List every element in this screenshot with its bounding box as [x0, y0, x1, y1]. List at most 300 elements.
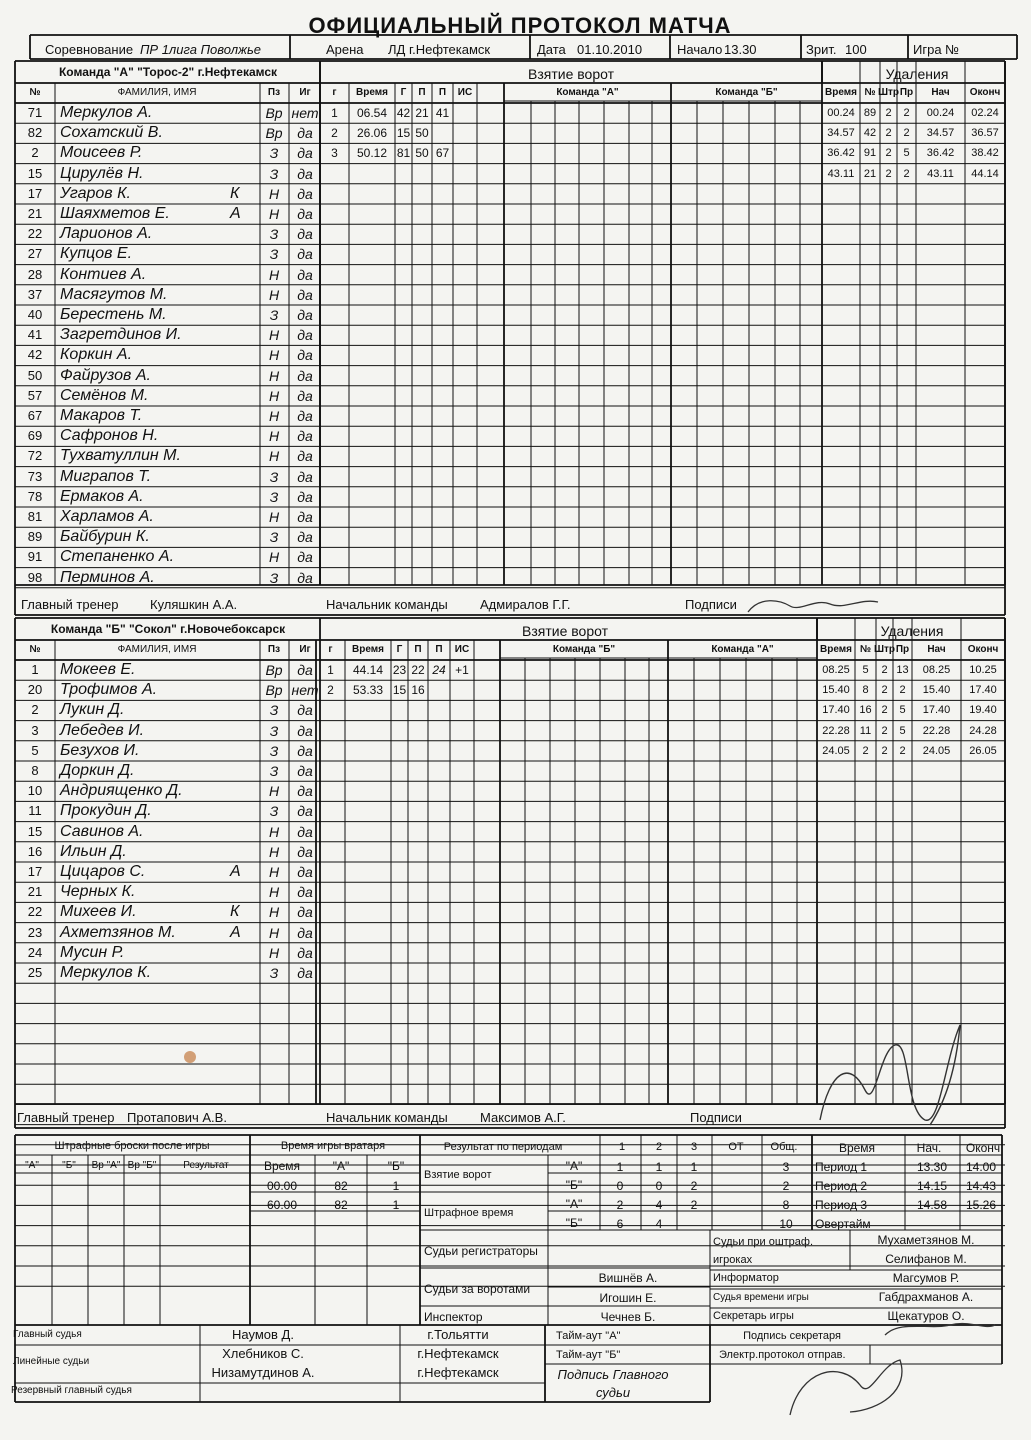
team-a-player-position: З — [269, 145, 279, 162]
team-a-player-position: Н — [268, 286, 280, 303]
team-b-col-name: ФАМИЛИЯ, ИМЯ — [117, 644, 197, 655]
team-a-player-name: Семёнов М. — [60, 386, 149, 404]
team-b-player-position: З — [269, 803, 279, 820]
gk-row-2-a: 82 — [334, 1198, 348, 1212]
team-b-penalty-cell: 2 — [881, 704, 888, 717]
secretary: Щекатуров О. — [887, 1309, 965, 1323]
gk-row-2-time: 60.00 — [266, 1198, 298, 1212]
team-a-player-number: 91 — [27, 549, 43, 565]
team-b-penalty-cell: 10.25 — [969, 664, 997, 676]
team-a-player-number: 41 — [27, 327, 43, 343]
team-a-pen-header: № — [864, 87, 876, 98]
team-a-player-name: Сохатский В. — [60, 124, 163, 142]
period-result-cell: 2 — [782, 1179, 790, 1193]
team-a-goal-cell: 81 — [396, 146, 411, 161]
timekeeper: Габдрахманов А. — [878, 1290, 974, 1304]
team-b-player-name: Андриященко Д. — [60, 782, 183, 800]
team-b-player-position: Н — [268, 823, 280, 840]
team-a-player-number: 78 — [27, 488, 43, 504]
team-b-player-name: Прокудин Д. — [60, 802, 152, 820]
team-a-penalty-cell: 2 — [885, 127, 892, 140]
arena-value: ЛД г.Нефтекамск — [388, 42, 491, 57]
team-b-penalty-cell: 2 — [899, 684, 906, 697]
team-a-player-position: З — [269, 165, 279, 182]
team-a-penalty-cell: 43.11 — [927, 167, 954, 180]
team-b-player-position: З — [269, 702, 279, 719]
team-a-col-num: № — [29, 87, 41, 98]
team-b-player-role: А — [230, 863, 241, 880]
team-b-player-plays: да — [297, 965, 313, 981]
goals-a-label: "А" — [565, 1159, 583, 1173]
period-result-cell: 2 — [690, 1198, 698, 1212]
team-b-goal-cell: 53.33 — [352, 683, 384, 698]
period-start-time: 14.58 — [916, 1198, 948, 1212]
shootout-a: "А" — [25, 1160, 39, 1171]
team-b-player-number: 22 — [27, 904, 43, 920]
team-a-player-number: 69 — [27, 428, 43, 444]
team-b-player-position: Н — [268, 783, 280, 800]
team-a-player-plays: да — [297, 347, 313, 364]
team-b-col-pos: Пз — [267, 644, 281, 655]
shootout-gk-a: Вр "А" — [91, 1160, 121, 1171]
team-a-penalty-cell: 00.24 — [926, 107, 955, 119]
team-a-goal-cell: 67 — [435, 146, 450, 161]
team-a-goal-cell: 3 — [331, 146, 338, 161]
team-a-pen-header: Нач — [931, 87, 950, 98]
team-b-left-team-header: Команда "Б" — [552, 644, 616, 655]
team-b-right-team-header: Команда "А" — [711, 644, 774, 655]
team-a-player-plays: да — [297, 307, 313, 323]
team-a-penalty-cell: 2 — [885, 107, 892, 119]
team-b-player-number: 16 — [27, 843, 43, 859]
team-b-col-num: № — [29, 644, 41, 655]
team-b-player-position: Вр — [265, 682, 283, 699]
team-b-player-number: 5 — [31, 742, 39, 758]
team-a-player-plays: да — [297, 529, 313, 546]
page-title: ОФИЦИАЛЬНЫЙ ПРОТОКОЛ МАТЧА — [308, 13, 732, 38]
team-b-player-name: Доркин Д. — [60, 762, 135, 779]
team-a-goal-header: г — [332, 87, 337, 98]
period-end-time: 15.26 — [965, 1198, 997, 1212]
team-b-player-position: З — [269, 722, 279, 739]
team-a-goal-cell: 21 — [415, 106, 429, 120]
team-a-player-number: 42 — [27, 347, 43, 363]
team-a-player-position: З — [269, 529, 279, 546]
team-a-player-name: Коркин А. — [60, 346, 133, 364]
team-b-goal-cell: 2 — [327, 683, 334, 698]
team-b-player-plays: да — [297, 702, 313, 719]
team-a-player-name: Шаяхметов Е. — [60, 205, 170, 222]
team-a-player-number: 40 — [27, 307, 43, 322]
team-b-player-number: 20 — [27, 682, 43, 698]
team-a-goals-title: Взятие ворот — [528, 66, 614, 82]
period-result-cell: 8 — [782, 1198, 790, 1212]
team-b-player-name: Меркулов К. — [60, 964, 152, 981]
team-a-player-number: 57 — [27, 387, 43, 403]
team-b-goal-header: Г — [396, 644, 403, 655]
team-a-player-name: Байбурин К. — [60, 528, 150, 546]
team-a-col-name: ФАМИЛИЯ, ИМЯ — [117, 87, 197, 98]
team-a-player-plays: да — [297, 125, 313, 142]
team-b-penalty-cell: 22.28 — [822, 724, 850, 737]
team-a-player-plays: да — [297, 206, 313, 222]
team-b-player-number: 15 — [27, 823, 43, 839]
inspector-label: Инспектор — [424, 1310, 483, 1324]
team-a-player-name: Миграпов Т. — [60, 467, 152, 485]
period-name: Период 1 — [815, 1160, 868, 1174]
gk-row-1-time: 00.00 — [266, 1179, 298, 1193]
date-label: Дата — [537, 42, 566, 57]
team-a-player-position: Н — [268, 509, 280, 525]
team-a-pen-header: Оконч — [969, 87, 1001, 98]
team-b-penalty-cell: 15.40 — [922, 684, 951, 697]
team-a-player-plays: да — [297, 428, 313, 445]
team-b-penalty-cell: 5 — [899, 704, 906, 717]
start-value: 13.30 — [724, 42, 757, 57]
team-b-player-number: 17 — [27, 864, 43, 879]
team-a-penalty-cell: 2 — [885, 147, 892, 160]
team-a-goal-header: ИС — [457, 87, 473, 98]
team-a-player-name: Харламов А. — [60, 508, 154, 525]
timekeeper-label: Судья времени игры — [713, 1292, 809, 1303]
team-b-goal-cell: 22 — [411, 663, 425, 677]
period-result-cell: 2 — [690, 1179, 698, 1193]
team-a-player-name: Макаров Т. — [60, 407, 143, 424]
informer: Магсумов Р. — [892, 1271, 960, 1285]
gk-row-2-b: 1 — [392, 1198, 400, 1212]
team-b-player-plays: да — [297, 722, 313, 739]
electronic-protocol-label: Электр.протокол отправ. — [719, 1349, 846, 1361]
team-a-player-number: 72 — [27, 448, 43, 464]
team-a-player-position: Н — [268, 347, 280, 364]
team-a-player-number: 67 — [27, 408, 43, 423]
team-b-penalty-cell: 2 — [899, 744, 906, 757]
game-label: Игра № — [913, 42, 960, 57]
team-a-goal-cell: 50.12 — [356, 146, 388, 161]
team-a-penalty-cell: 89 — [863, 107, 877, 119]
team-a-player-plays: да — [297, 185, 313, 202]
pim-a-label: "А" — [565, 1197, 583, 1211]
team-b-player-plays: да — [297, 944, 313, 961]
team-a-player-plays: да — [297, 448, 313, 465]
team-b-player-plays: да — [297, 763, 313, 779]
linesman-1-city: г.Нефтекамск — [417, 1346, 499, 1361]
team-b-player-number: 24 — [27, 944, 43, 960]
team-a-pen-header: Время — [825, 87, 857, 98]
time-start-header: Нач. — [916, 1141, 942, 1155]
team-a-penalty-cell: 34.57 — [827, 127, 855, 140]
goal-judge-1: Вишнёв А. — [598, 1271, 658, 1285]
team-a-penalty-cell: 36.42 — [827, 147, 855, 160]
team-a-player-position: Н — [268, 266, 280, 283]
team-a-player-position: Н — [268, 185, 280, 202]
team-a-player-plays: да — [297, 246, 313, 263]
team-b-player-plays: да — [297, 803, 313, 820]
team-b-player-plays: да — [297, 662, 313, 678]
pim-b-label: "Б" — [565, 1216, 583, 1230]
period-result-cell: 4 — [655, 1198, 663, 1212]
team-a-player-position: Вр — [265, 105, 283, 121]
team-a-player-plays: да — [297, 509, 313, 525]
team-b-player-role: К — [230, 903, 240, 921]
team-b-penalty-cell: 22.28 — [922, 724, 951, 737]
reserve-ref-label: Резервный главный судья — [11, 1385, 132, 1396]
team-b-player-plays: да — [297, 884, 313, 901]
team-a-player-name: Ларионов А. — [60, 225, 153, 243]
team-b-player-name: Мусин Р. — [60, 943, 125, 961]
gk-title: Время игры вратаря — [280, 1140, 386, 1152]
team-b-goal-header: П — [435, 644, 443, 655]
team-b-penalty-cell: 16 — [859, 704, 872, 717]
team-a-player-position: Н — [268, 549, 280, 566]
team-b-penalty-cell: 2 — [862, 744, 869, 757]
team-b-penalty-cell: 15.40 — [822, 684, 850, 697]
team-a-penalty-cell: 44.14 — [971, 167, 999, 180]
team-a-player-number: 27 — [27, 246, 43, 262]
team-a-goal-cell: 1 — [331, 106, 338, 120]
team-b-player-name: Трофимов А. — [60, 681, 158, 699]
team-a-pen-header: Пр — [899, 87, 914, 98]
team-a-player-role: А — [230, 205, 241, 222]
total-header: Общ. — [770, 1141, 798, 1153]
team-b-penalty-cell: 17.40 — [822, 704, 850, 717]
team-b-penalty-cell: 24.05 — [822, 744, 850, 757]
team-a-left-team-header: Команда "А" — [556, 87, 619, 98]
team-a-penalty-cell: 42 — [863, 127, 877, 140]
head-ref-label: Главный судья — [13, 1329, 82, 1340]
penbox-label-2: игроках — [713, 1254, 753, 1266]
period-result-cell: 1 — [655, 1160, 663, 1174]
reg-judges-label: Судьи регистраторы — [424, 1244, 538, 1258]
goals-b-label: "Б" — [565, 1178, 583, 1192]
period-start-time: 13.30 — [916, 1160, 948, 1174]
shootout-title: Штрафные броски после игры — [54, 1140, 210, 1152]
team-b-player-position: Н — [268, 904, 280, 921]
team-b-pen-header: Оконч — [967, 644, 999, 655]
team-a-pen-header: Штр — [877, 87, 900, 98]
team-b-penalty-cell: 24.05 — [922, 744, 951, 757]
team-a-goal-header: П — [418, 87, 426, 98]
team-a-player-plays: да — [297, 145, 313, 162]
team-b-player-name: Ахметзянов М. — [60, 923, 176, 941]
team-b-player-position: Н — [268, 864, 280, 880]
team-a-player-name: Берестень М. — [60, 306, 167, 323]
team-a-penalty-cell: 36.57 — [971, 127, 999, 140]
period-result-cell: 10 — [779, 1217, 793, 1231]
period-result-cell: 2 — [616, 1198, 624, 1212]
period-name: Период 2 — [815, 1179, 868, 1193]
period-result-cell: 0 — [655, 1179, 663, 1193]
team-a-player-name: Сафронов Н. — [60, 427, 159, 445]
team-a-player-name: Масягутов М. — [60, 285, 168, 303]
team-b-player-role: А — [230, 923, 241, 941]
team-b-goal-header: ИС — [454, 644, 470, 655]
linesmen-label: Линейные судьи — [13, 1356, 90, 1367]
pim-row-label: Штрафное время — [424, 1207, 514, 1219]
team-a-goal-cell: 2 — [331, 126, 338, 141]
team-b-goal-header: г — [328, 644, 333, 655]
team-a-player-plays: да — [297, 569, 313, 586]
team-b-penalty-cell: 24.28 — [969, 724, 997, 737]
team-a-pen-title: Удаления — [885, 66, 949, 82]
team-a-goal-cell: 15 — [396, 126, 411, 141]
team-a-player-position: Н — [268, 428, 280, 445]
team-b-player-plays: да — [297, 924, 313, 941]
period-1-header: 1 — [618, 1141, 626, 1153]
team-b-penalty-cell: 11 — [859, 724, 872, 737]
period-result-cell: 0 — [616, 1179, 624, 1193]
team-b-penalty-cell: 5 — [862, 664, 869, 676]
team-b-goal-cell: 16 — [411, 683, 425, 698]
gk-a-header: "А" — [332, 1159, 350, 1173]
team-a-penalty-cell: 2 — [903, 107, 910, 119]
team-b-penalty-cell: 08.25 — [822, 664, 850, 676]
team-b-pen-header: Штр — [873, 644, 896, 655]
gk-row-1-b: 1 — [392, 1179, 400, 1193]
period-start-time: 14.15 — [916, 1179, 948, 1193]
team-a-player-name: Степаненко А. — [60, 548, 175, 566]
team-a-player-number: 73 — [27, 468, 43, 484]
team-b-player-number: 2 — [31, 702, 39, 718]
team-a-penalty-cell: 34.57 — [926, 127, 955, 140]
team-b-player-position: Н — [268, 843, 280, 860]
team-b-player-plays: да — [297, 823, 313, 840]
team-a-penalty-cell: 38.42 — [971, 147, 999, 160]
team-b-goal-cell: 44.14 — [352, 663, 384, 677]
team-b-player-plays: да — [297, 783, 313, 800]
team-b-player-name: Мокеев Е. — [60, 661, 136, 678]
team-b-goal-cell: 15 — [392, 683, 407, 698]
team-a-player-number: 2 — [31, 145, 39, 161]
goal-judges-label: Судьи за воротами — [424, 1282, 531, 1296]
team-a-player-name: Загретдинов И. — [60, 326, 182, 344]
team-b-penalty-cell: 26.05 — [969, 744, 997, 757]
timeout-a-label: Тайм-аут "А" — [556, 1330, 621, 1342]
team-a-player-plays: да — [297, 387, 313, 404]
team-a-player-name: Меркулов А. — [60, 104, 153, 121]
team-a-player-plays: да — [297, 226, 313, 243]
team-a-player-plays: да — [297, 327, 313, 344]
team-a-coach-label: Главный тренер — [21, 597, 119, 612]
team-b-player-position: З — [269, 742, 279, 759]
competition-value: ПР 1лига Поволжье — [140, 42, 262, 57]
team-b-penalty-cell: 08.25 — [922, 664, 951, 676]
team-a-chief: Адмиралов Г.Г. — [480, 597, 571, 612]
team-a-player-plays: да — [297, 549, 313, 566]
team-a-penalty-cell: 21 — [863, 167, 877, 180]
period-result-cell: 4 — [655, 1217, 663, 1231]
team-a-player-number: 98 — [27, 569, 43, 585]
team-b-player-number: 21 — [27, 884, 43, 900]
team-b-player-name: Черных К. — [60, 883, 136, 901]
team-b-player-number: 10 — [27, 783, 43, 799]
goals-row-label: Взятие ворот — [424, 1169, 492, 1181]
team-a-player-name: Угаров К. — [60, 184, 131, 202]
team-b-chief-label: Начальник команды — [326, 1110, 448, 1125]
team-b-pen-header: Время — [820, 644, 852, 655]
shootout-gk-b: Вр "Б" — [127, 1160, 157, 1171]
penbox-judge-1: Мухаметзянов М. — [877, 1233, 975, 1247]
head-ref-sign-label-2: судьи — [595, 1385, 631, 1400]
team-a-penalty-cell: 2 — [903, 127, 910, 140]
team-a-player-name: Цирулёв Н. — [60, 164, 144, 182]
gk-b-header: "Б" — [387, 1159, 405, 1173]
team-a-goal-cell: 50 — [415, 126, 429, 141]
team-a-player-position: З — [269, 226, 279, 243]
team-a-col-pos: Пз — [267, 87, 281, 98]
team-b-goal-cell: 23 — [392, 663, 407, 677]
team-b-penalty-cell: 5 — [899, 724, 906, 737]
shootout-result: Результат — [183, 1160, 229, 1171]
team-a-col-plays: Иг — [299, 87, 311, 98]
team-b-player-number: 25 — [27, 965, 43, 980]
team-b-coach: Протапович А.В. — [127, 1110, 227, 1125]
team-b-player-position: З — [269, 763, 279, 779]
team-b-penalty-cell: 19.40 — [969, 704, 997, 717]
team-b-player-plays: да — [297, 904, 313, 921]
team-a-player-name: Перминов А. — [60, 568, 155, 586]
team-b-coach-label: Главный тренер — [17, 1110, 115, 1125]
time-end-header: Оконч — [965, 1141, 1001, 1155]
penbox-judge-2: Селифанов М. — [885, 1252, 967, 1266]
team-a-player-name: Тухватуллин М. — [60, 447, 181, 465]
team-b-player-name: Савинов А. — [60, 822, 144, 840]
time-title: Время — [838, 1141, 876, 1155]
team-b-player-name: Лукин Д. — [60, 701, 125, 719]
team-b-pen-header: Пр — [895, 644, 910, 655]
head-ref-city: г.Тольятти — [427, 1327, 489, 1342]
team-a-player-number: 81 — [27, 509, 43, 524]
team-b-pen-title: Удаления — [880, 623, 944, 639]
team-a-player-number: 17 — [27, 185, 43, 201]
linesman-2: Низамутдинов А. — [211, 1365, 315, 1380]
team-a-player-name: Ермаков А. — [60, 487, 144, 505]
team-a-player-position: З — [269, 307, 279, 323]
team-a-player-role: К — [230, 184, 240, 202]
team-b-player-number: 1 — [31, 662, 39, 677]
inspector: Чечнев Б. — [600, 1310, 656, 1324]
team-a-player-name: Файрузов А. — [60, 366, 151, 384]
period-name: Период 3 — [815, 1198, 868, 1212]
informer-label: Информатор — [713, 1272, 779, 1284]
team-a-penalty-cell: 2 — [903, 167, 910, 180]
date-value: 01.10.2010 — [577, 42, 643, 57]
team-a-player-name: Контиев А. — [60, 265, 147, 283]
team-b-chief: Максимов А.Г. — [480, 1110, 566, 1125]
team-a-chief-label: Начальник команды — [326, 597, 448, 612]
head-ref-sign-label-1: Подпись Главного — [557, 1367, 669, 1382]
team-b-player-position: Н — [268, 884, 280, 901]
team-b-goal-cell: 1 — [327, 663, 334, 677]
team-a-player-plays: да — [297, 468, 313, 485]
team-a-player-number: 50 — [27, 367, 43, 383]
team-a-player-position: Н — [268, 408, 280, 424]
period-result-cell: 1 — [616, 1160, 624, 1174]
team-a-penalty-cell: 5 — [903, 147, 910, 160]
timeout-b-label: Тайм-аут "Б" — [556, 1349, 621, 1361]
team-a-player-number: 71 — [27, 105, 43, 120]
team-b-penalty-cell: 2 — [881, 684, 888, 697]
team-b-goal-cell: +1 — [455, 663, 469, 677]
team-a-player-position: Н — [268, 387, 280, 404]
team-b-penalty-cell: 17.40 — [922, 704, 951, 717]
team-a-player-position: Н — [268, 367, 280, 384]
period-2-header: 2 — [655, 1141, 663, 1153]
team-b-player-position: З — [269, 965, 279, 981]
team-a-penalty-cell: 43.11 — [827, 167, 855, 180]
ot-header: ОТ — [728, 1141, 744, 1153]
team-a-player-position: З — [269, 468, 279, 485]
